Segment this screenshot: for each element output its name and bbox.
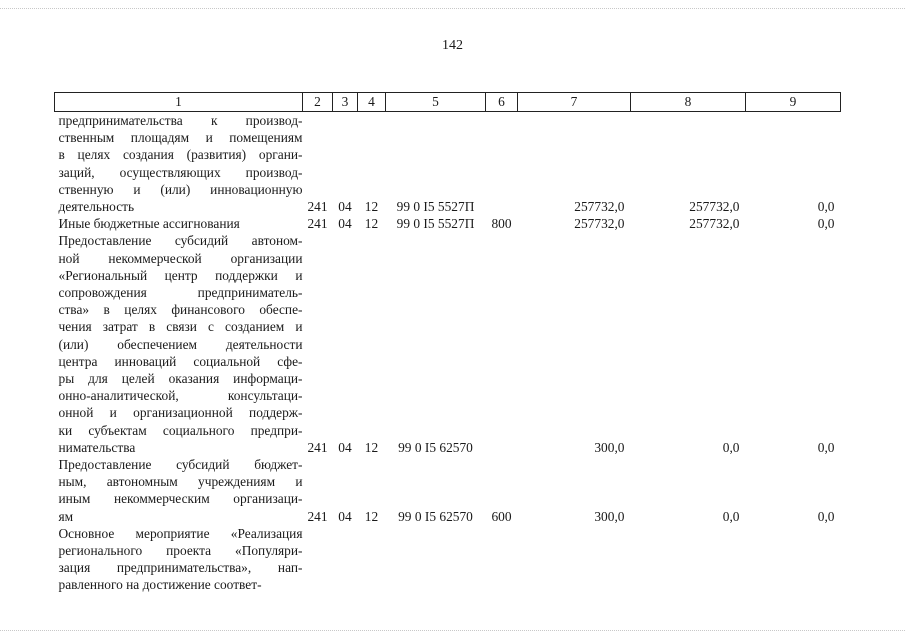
- cell-target-article: 99 0 I5 5527П: [396, 216, 475, 232]
- budget-table: [54, 92, 841, 594]
- row-name-line: регионального проекта «Популяри-: [58, 543, 303, 559]
- cell-amount-regional: 0,0: [817, 508, 835, 524]
- table-row: [55, 525, 841, 594]
- cell-expense-type: [486, 232, 518, 456]
- cell-section: 04: [338, 439, 352, 455]
- table-header: [55, 93, 841, 112]
- table-row: [55, 232, 841, 456]
- row-name-line: Предоставление субсидий бюджет-: [58, 457, 303, 473]
- row-name-line: заций, осуществляющих производ-: [58, 164, 303, 180]
- row-name-line: ным, автономным учреждениям и: [58, 474, 303, 490]
- header-col-8: 8: [631, 93, 746, 112]
- cell-subsection: 12: [364, 508, 379, 524]
- cell-expense-type: [486, 112, 518, 216]
- cell-target-article: 99 0 I5 62570: [398, 508, 473, 524]
- cell-kvsr: 241: [307, 439, 328, 455]
- row-name-line: ки субъектам социального предпри-: [58, 422, 303, 438]
- cell-target-article: 99 0 I5 62570: [398, 439, 473, 455]
- header-col-6: 6: [486, 93, 518, 112]
- header-col-4: 4: [358, 93, 386, 112]
- row-name-line: Иные бюджетные ассигнования: [58, 216, 240, 232]
- scan-artifact-bottom: [0, 630, 905, 632]
- cell-subsection: [358, 525, 386, 594]
- row-name-line: ства» в целях финансового обеспе-: [58, 302, 303, 318]
- cell-subsection: 12: [364, 216, 379, 232]
- cell-kvsr: 241: [307, 508, 328, 524]
- cell-amount-federal: 257732,0: [689, 216, 740, 232]
- header-col-2: 2: [303, 93, 333, 112]
- cell-target-article: [386, 525, 486, 594]
- row-name-line: ям: [58, 508, 74, 524]
- header-col-3: 3: [333, 93, 358, 112]
- cell-amount-regional: 0,0: [817, 216, 835, 232]
- cell-amount-federal: 257732,0: [689, 199, 740, 215]
- cell-expense-type: [486, 525, 518, 594]
- row-name-line: нимательства: [58, 439, 136, 455]
- cell-kvsr: [303, 525, 333, 594]
- header-col-9: 9: [746, 93, 841, 112]
- row-name-line: чения затрат в связи с созданием и: [58, 319, 303, 335]
- row-name-line: равленного на достижение соответ-: [58, 577, 262, 593]
- cell-expense-type: 800: [491, 216, 512, 232]
- row-name-line: ной некоммерческой организации: [58, 250, 303, 266]
- table-row: [55, 112, 841, 216]
- cell-amount-federal: 0,0: [722, 508, 740, 524]
- cell-amount-federal: 0,0: [722, 439, 740, 455]
- row-name-line: онно-аналитической, консультаци-: [58, 388, 303, 404]
- row-name-line: иным некоммерческим организаци-: [58, 491, 303, 507]
- row-name: [55, 525, 303, 594]
- row-name-line: Предоставление субсидий автоном-: [58, 233, 303, 249]
- cell-amount-total: 257732,0: [574, 216, 625, 232]
- row-name: [55, 215, 303, 232]
- cell-kvsr: 241: [307, 216, 328, 232]
- table-body: [55, 112, 841, 594]
- cell-amount-total: 257732,0: [574, 199, 625, 215]
- row-name-line: ственную и (или) инновационную: [58, 181, 303, 197]
- row-name-line: предпринимательства к производ-: [58, 113, 303, 128]
- cell-section: 04: [338, 216, 352, 232]
- header-col-7: 7: [518, 93, 631, 112]
- page-number: 142: [442, 38, 463, 53]
- cell-amount-regional: 0,0: [817, 199, 835, 215]
- header-row: [55, 93, 841, 112]
- cell-expense-type: 600: [491, 508, 512, 524]
- cell-amount-total: [518, 525, 631, 594]
- cell-kvsr: 241: [307, 199, 328, 215]
- row-name: [55, 112, 303, 216]
- cell-section: 04: [338, 199, 352, 215]
- cell-section: 04: [338, 508, 352, 524]
- cell-amount-regional: [746, 525, 841, 594]
- table-row: [55, 215, 841, 232]
- cell-target-article: 99 0 I5 5527П: [396, 199, 475, 215]
- scan-artifact-top: [0, 8, 905, 10]
- row-name-line: зация предпринимательства», нап-: [58, 560, 303, 576]
- cell-amount-federal: [631, 525, 746, 594]
- cell-amount-total: 300,0: [594, 439, 625, 455]
- row-name-line: (или) обеспечением деятельности: [58, 336, 303, 352]
- row-name-line: «Региональный центр поддержки и: [58, 267, 303, 283]
- row-name-line: в целях создания (развития) органи-: [58, 147, 303, 163]
- cell-subsection: 12: [364, 199, 379, 215]
- row-name-line: ственным площадям и помещениям: [58, 130, 303, 146]
- row-name-line: центра инноваций социальной сфе-: [58, 353, 303, 369]
- cell-amount-total: 300,0: [594, 508, 625, 524]
- cell-subsection: 12: [364, 439, 379, 455]
- row-name-line: онной и организационной поддерж-: [58, 405, 303, 421]
- row-name-line: ры для целей оказания информаци-: [58, 371, 303, 387]
- row-name-line: деятельность: [58, 199, 135, 215]
- row-name: [55, 232, 303, 456]
- row-name: [55, 456, 303, 525]
- cell-section: [333, 525, 358, 594]
- cell-amount-regional: 0,0: [817, 439, 835, 455]
- table-row: [55, 456, 841, 525]
- header-col-5: 5: [386, 93, 486, 112]
- header-col-1: 1: [55, 93, 303, 112]
- row-name-line: сопровождения предприниматель-: [58, 285, 303, 301]
- row-name-line: Основное мероприятие «Реализация: [58, 525, 303, 541]
